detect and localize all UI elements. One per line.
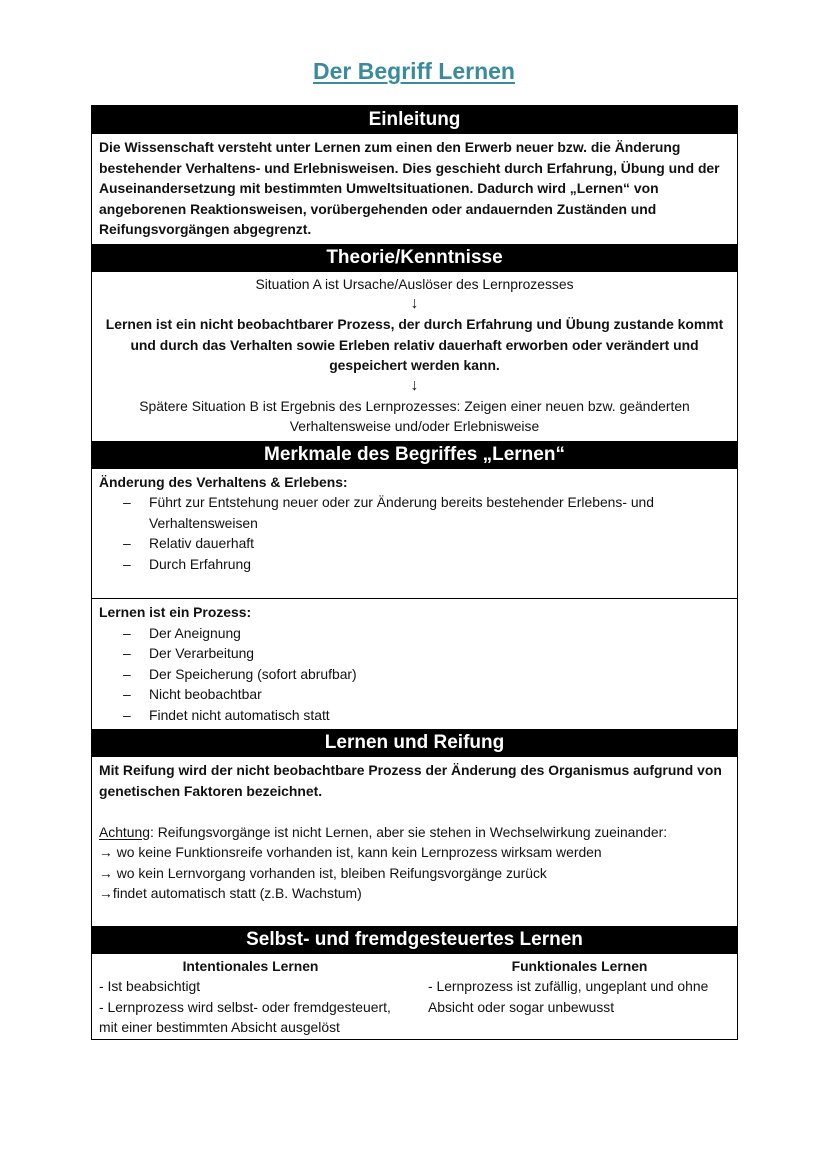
maturation-arrow-line: → wo kein Lernvorgang vorhanden ist, bleiben Reifungsvorgänge zurück xyxy=(99,864,547,881)
maturation-arrow-line: → wo keine Funktionsreife vorhanden ist, kann kein Lernprozess wirksam werden xyxy=(99,844,602,860)
intentional-learning-line: - Ist beabsichtigt xyxy=(99,978,201,994)
features-group2-title: Lernen ist ein Prozess: xyxy=(99,604,252,620)
intentional-learning-column xyxy=(99,956,414,1038)
maturation-definition: Mit Reifung wird der nicht beobachtbare Prozess der Änderung des Organismus aufgrund von genetischen Faktoren bezeichnet. xyxy=(99,762,722,799)
features-group1-title: Änderung des Verhaltens & Erlebens: xyxy=(99,473,348,490)
arrow-down-icon: ↓ xyxy=(410,295,419,312)
content-table xyxy=(91,105,738,1040)
features-group1-list xyxy=(99,492,731,574)
theory-body xyxy=(92,272,737,441)
list-item: – Findet nicht automatisch statt xyxy=(99,705,731,726)
features-group2-list xyxy=(99,623,731,726)
intentional-learning-title: Intentionales Lernen xyxy=(182,957,319,974)
learning-types xyxy=(92,954,737,1039)
theory-situation-b: Spätere Situation B ist Ergebnis des Lernprozesses: Zeigen einer neuen bzw. geänderten Verhaltensweise und/oder Erlebnisweise xyxy=(139,397,690,434)
section-heading-theory: Theorie/Kenntnisse xyxy=(92,244,737,272)
attention-text: : Reifungsvorgänge ist nicht Lernen, aber sie stehen in Wechselwirkung zueinander: xyxy=(149,823,668,840)
attention-label: Achtung xyxy=(99,823,150,840)
list-item: – Nicht beobachtbar xyxy=(99,684,731,705)
functional-learning-title: Funktionales Lernen xyxy=(511,957,648,974)
list-item: – Relativ dauerhaft xyxy=(99,533,731,554)
theory-situation-a: Situation A ist Ursache/Auslöser des Lernprozesses xyxy=(255,275,574,292)
intentional-learning-line: - Lernprozess wird selbst- oder fremdgesteuert, mit einer bestimmten Absicht ausgelöst xyxy=(99,998,391,1035)
section-heading-intro: Einleitung xyxy=(92,106,737,134)
list-item: – Der Speicherung (sofort abrufbar) xyxy=(99,664,731,685)
functional-learning-column xyxy=(414,956,731,1038)
list-item: – Führt zur Entstehung neuer oder zur Änderung bereits bestehender Erlebens- und Verhaltensweisen xyxy=(99,492,731,533)
theory-definition: Lernen ist ein nicht beobachtbarer Prozess, der durch Erfahrung und Übung zustande kommt und durch das Verhalten sowie Erleben relativ dauerhaft erworben oder verändert und gespeichert werden kann. xyxy=(105,316,724,373)
section-heading-self-directed: Selbst- und fremdgesteuertes Lernen xyxy=(92,926,737,954)
list-item: – Durch Erfahrung xyxy=(99,554,731,575)
intro-text: Die Wissenschaft versteht unter Lernen zum einen den Erwerb neuer bzw. die Änderung bestehender Verhaltens- und Erlebnisweisen. Dies geschieht durch Erfahrung, Übung und der Auseinandersetzung mit bestimmten Umweltsituationen. Dadurch wird „Lernen“ von angeborenen Reaktionsweisen, vorübergehenden oder andauernden Zuständen und Reifungsvorgängen abgegrenzt. xyxy=(99,139,720,237)
list-item: – Der Aneignung xyxy=(99,623,731,644)
features-group-behavior xyxy=(92,469,737,599)
arrow-down-icon: ↓ xyxy=(410,376,419,394)
page-title: Der Begriff Lernen xyxy=(313,58,515,84)
features-group-process xyxy=(92,598,737,729)
maturation-attention xyxy=(99,822,731,843)
section-heading-features: Merkmale des Begriffes „Lernen“ xyxy=(92,441,737,469)
maturation-arrow-line: →findet automatisch statt (z.B. Wachstum) xyxy=(99,885,362,901)
list-item: – Der Verarbeitung xyxy=(99,643,731,664)
section-heading-maturation: Lernen und Reifung xyxy=(92,729,737,757)
functional-learning-line: - Lernprozess ist zufällig, ungeplant und ohne Absicht oder sogar unbewusst xyxy=(428,978,709,1015)
maturation-body xyxy=(92,757,737,926)
